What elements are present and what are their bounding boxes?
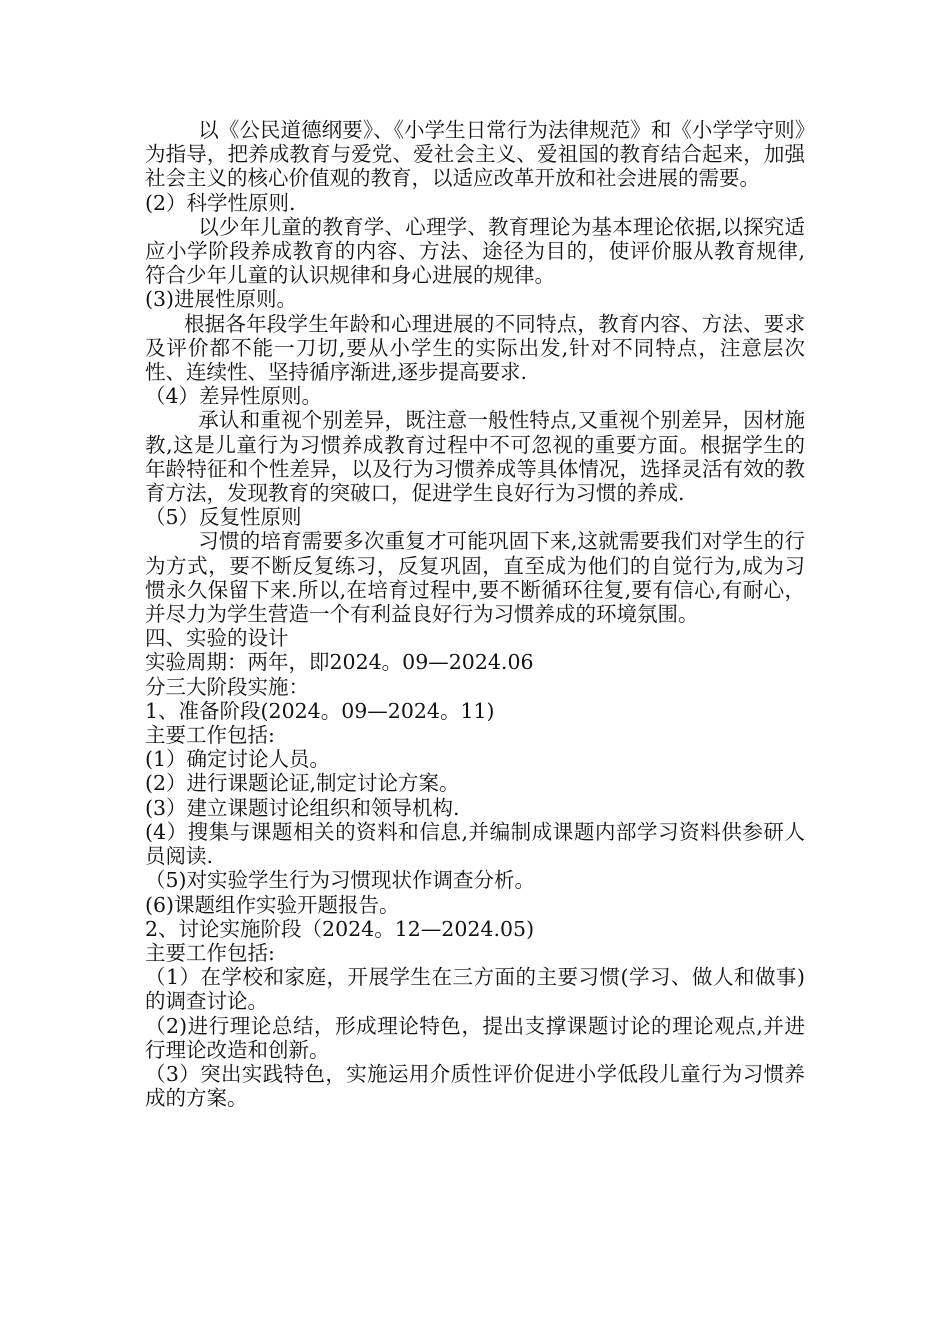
stage-2-task-2: （2)进行理论总结，形成理论特色，提出支撑课题讨论的理论观点,并进行理论改造和创新。 (145, 1013, 805, 1062)
stage-2-tasks-label: 主要工作包括: (145, 940, 275, 965)
stage-1-task-3: (3）建立课题讨论组织和领导机构. (145, 795, 460, 820)
heading-principle-difference: （4）差异性原则。 (145, 384, 323, 409)
stage-1-heading: 1、准备阶段(2024。09—2024。11) (145, 698, 495, 723)
heading-principle-scientific: (2）科学性原则. (145, 190, 296, 215)
stage-1-task-4: (4）搜集与课题相关的资料和信息,并编制成课题内部学习资料供参研人员阅读. (145, 819, 805, 869)
stage-1-task-1: (1）确定讨论人员。 (145, 747, 331, 772)
stage-1-task-5: （5)对实验学生行为习惯现状作调查分析。 (145, 868, 536, 893)
stage-1-task-2: (2）进行课题论证,制定讨论方案。 (145, 771, 460, 796)
paragraph-principle-developmental-body: 根据各年段学生年龄和心理进展的不同特点，教育内容、方法、要求及评价都不能一刀切,要从小学生的实际出发,针对不同特点，注意层次性、连续性、坚持循序渐进,逐步提高要求. (145, 311, 805, 385)
stage-2-task-3: （3）突出实践特色，实施运用介质性评价促进小学低段儿童行为习惯养成的方案。 (145, 1061, 805, 1111)
paragraph-principle-scientific-body: 以少年儿童的教育学、心理学、教育理论为基本理论依据,以探究适应小学阶段养成教育的内容、方法、途径为目的，使评价服从教育规律,符合少年儿童的认识规律和身心进展的规律。 (145, 214, 805, 288)
heading-principle-repetition: （5）反复性原则 (145, 505, 302, 530)
paragraph-principle-difference-body: 承认和重视个别差异，既注意一般性特点,又重视个别差异，因材施教,这是儿童行为习惯养成教育过程中不可忽视的重要方面。根据学生的年龄特征和个性差异，以及行为习惯养成等具体情况，选择灵活有效的教育方法，发现教育的突破口，促进学生良好行为习惯的养成. (145, 408, 805, 506)
stage-1-task-6: (6)课题组作实验开题报告。 (145, 892, 400, 917)
paragraph-principle-repetition-body: 习惯的培育需要多次重复才可能巩固下来,这就需要我们对学生的行为方式，要不断反复练习，反复巩固，直至成为他们的自觉行为,成为习惯永久保留下来.所以,在培育过程中,要不断循环往复,要有信心,有耐心，并尽力为学生营造一个有利益良好行为习惯养成的环境氛围。 (145, 529, 805, 627)
stages-intro: 分三大阶段实施： (145, 674, 309, 699)
document-body (145, 118, 805, 1110)
experiment-period: 实验周期：两年，即2024。09—2024.06 (145, 650, 534, 675)
stage-2-task-1: （1）在学校和家庭，开展学生在三方面的主要习惯(学习、做人和做事)的调查讨论。 (145, 965, 805, 1014)
section-heading-experiment-design: 四、实验的设计 (145, 626, 289, 651)
stage-1-tasks-label: 主要工作包括: (145, 723, 275, 748)
stage-2-heading: 2、讨论实施阶段（2024。12—2024.05) (145, 916, 535, 941)
heading-principle-developmental: (3)进展性原则。 (145, 287, 298, 312)
paragraph-principle-1-body: 以《公民道德纲要》、《小学生日常行为法律规范》和《小学学守则》为指导，把养成教育与爱党、爱社会主义、爱祖国的教育结合起来，加强社会主义的核心价值观的教育，以适应改革开放和社会进展的需要。 (145, 118, 805, 191)
